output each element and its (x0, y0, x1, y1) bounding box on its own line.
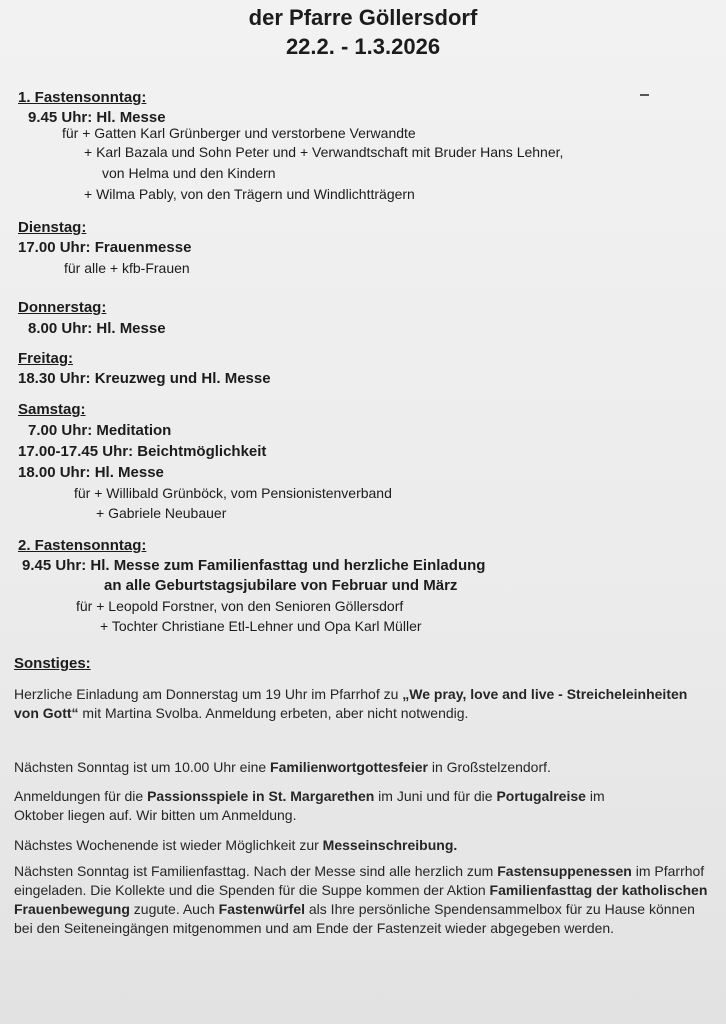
title-line-2: 22.2. - 1.3.2026 (285, 34, 441, 59)
intention-line: für alle + kfb-Frauen (64, 260, 190, 276)
announcement-paragraph: Herzliche Einladung am Donnerstag um 19 Uhr im Pfarrhof zu „We pray, love and live - Streicheleinheiten von Gott“ mit Martina Svolba. Anmeldung erbeten, aber nicht notwendig. (14, 686, 688, 721)
mass-time: 18.30 Uhr: Kreuzweg und Hl. Messe (18, 370, 271, 387)
section-heading-friday: Freitag: (18, 350, 74, 367)
section-heading-tuesday: Dienstag: (18, 219, 87, 236)
intention-line: für + Gatten Karl Grünberger und verstorbene Verwandte (62, 125, 416, 141)
intention-line: für + Leopold Forstner, von den Senioren Göllersdorf (76, 598, 404, 614)
announcement-paragraph: Anmeldungen für die Passionsspiele in St. Margarethen im Juni und für die Portugalreise im Oktober liegen auf. Wir bitten um Anmeldung. (14, 788, 605, 823)
mass-time: 9.45 Uhr: Hl. Messe zum Familienfasttag und herzliche Einladung (22, 557, 486, 574)
mass-time: 18.00 Uhr: Hl. Messe (18, 464, 164, 481)
mass-time: 17.00-17.45 Uhr: Beichtmöglichkeit (18, 443, 267, 460)
section-heading-sunday1: 1. Fastensonntag: (18, 89, 147, 106)
mass-time: 17.00 Uhr: Frauenmesse (18, 239, 192, 256)
intention-line: von Helma und den Kindern (102, 165, 276, 181)
title-line-1: der Pfarre Göllersdorf (248, 5, 478, 30)
announcement-paragraph: Nächsten Sonntag ist Familienfasttag. Nach der Messe sind alle herzlich zum Fastensuppenessen im Pfarrhof eingeladen. Die Kollekte und die Spenden für die Suppe kommen der Aktion Familienfasttag der katholischen Frauenbewegung zugute. Auch Fastenwürfel als Ihre persönliche Spendensammelbox für zu Hause können bei den Seiteneingängen mitgenommen und am Ende der Fastenzeit wieder abgegeben werden. (14, 863, 708, 936)
scan-mark (640, 94, 649, 96)
section-heading-misc: Sonstiges: (14, 655, 91, 672)
announcement-paragraph: Nächstes Wochenende ist wieder Möglichkeit zur Messeinschreibung. (14, 837, 458, 853)
intention-line: + Gabriele Neubauer (96, 505, 227, 521)
section-heading-thursday: Donnerstag: (18, 299, 107, 316)
intention-line: + Wilma Pably, von den Trägern und Windlichtträgern (84, 186, 415, 202)
section-heading-sunday2: 2. Fastensonntag: (18, 537, 147, 554)
announcement-paragraph: Nächsten Sonntag ist um 10.00 Uhr eine Familienwortgottesfeier in Großstelzendorf. (14, 759, 551, 775)
mass-time-continued: an alle Geburtstagsjubilare von Februar und März (104, 577, 458, 594)
intention-line: für + Willibald Grünböck, vom Pensionistenverband (74, 485, 392, 501)
section-heading-saturday: Samstag: (18, 401, 86, 418)
intention-line: + Karl Bazala und Sohn Peter und + Verwandtschaft mit Bruder Hans Lehner, (84, 144, 564, 160)
mass-time: 8.00 Uhr: Hl. Messe (28, 320, 166, 337)
mass-time: 9.45 Uhr: Hl. Messe (28, 109, 166, 126)
intention-line: + Tochter Christiane Etl-Lehner und Opa Karl Müller (100, 618, 422, 634)
mass-time: 7.00 Uhr: Meditation (28, 422, 172, 439)
